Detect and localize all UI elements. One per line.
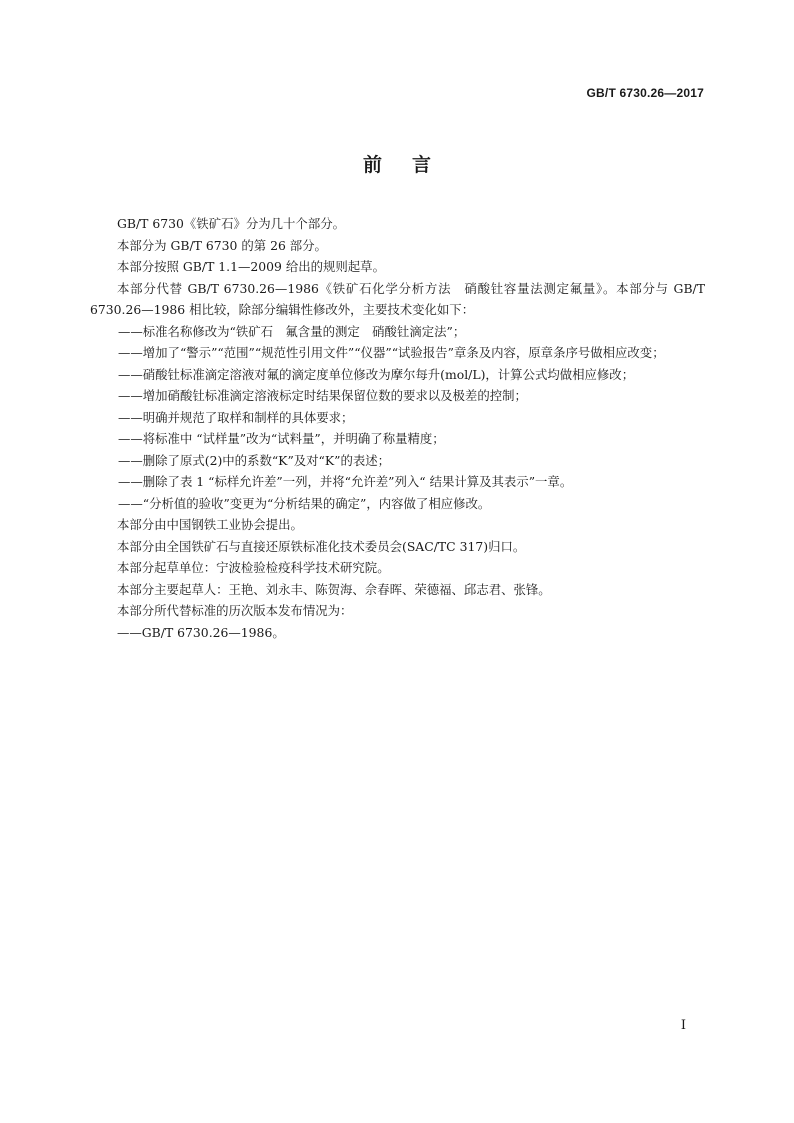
paragraph-history: 本部分所代替标准的历次版本发布情况为： <box>117 603 353 618</box>
paragraph-drafters: 本部分主要起草人：王艳、刘永丰、陈贺海、佘春晖、荣德福、邱志君、张锋。 <box>117 581 551 597</box>
page-number: I <box>680 1018 686 1033</box>
paragraph-previous-version: ——GB/T 6730.26—1986。 <box>117 624 285 640</box>
paragraph-proposer: 本部分由中国钢铁工业协会提出。 <box>117 517 303 532</box>
paragraph-replaces: 本部分代替 GB/T 6730.26—1986《铁矿石化学分析方法 硝酸钍容量法测定氟量》。本部分与 GB/T 6730.26—1986 相比较，除部分编辑性修改外，主要技术变化如下： <box>90 280 705 317</box>
change-item: ——标准名称修改为“铁矿石 氟含量的测定 硝酸钍滴定法”； <box>118 323 466 339</box>
page-title: 前言 <box>362 154 461 176</box>
change-item: ——删除了原式(2)中的系数“K”及对“K”的表述； <box>118 452 391 468</box>
change-item: ——将标准中 “试样量”改为“试料量”，并明确了称量精度； <box>118 431 445 446</box>
change-item: ——明确并规范了取样和制样的具体要求； <box>118 409 354 425</box>
change-item: ——增加硝酸钍标准滴定溶液标定时结果保留位数的要求以及极差的控制； <box>118 388 527 403</box>
standard-code: GB/T 6730.26—2017 <box>586 86 704 100</box>
change-item: ——增加了“警示”“范围”“规范性引用文件”“仪器”“试验报告”章条及内容，原章条序号做相应改变； <box>118 345 665 360</box>
change-item: ——硝酸钍标准滴定溶液对氟的滴定度单位修改为摩尔每升(mol/L)，计算公式均做相应修改； <box>118 366 635 382</box>
paragraph-drafting-rules: 本部分按照 GB/T 1.1—2009 给出的规则起草。 <box>117 259 385 274</box>
paragraph-committee: 本部分由全国铁矿石与直接还原铁标准化技术委员会(SAC/TC 317)归口。 <box>117 538 526 554</box>
change-item: ——“分析值的验收”变更为“分析结果的确定”，内容做了相应修改。 <box>118 495 491 511</box>
change-item: ——删除了表 1 “标样允许差”一列，并将“允许差”列入“ 结果计算及其表示”一章。 <box>118 474 573 489</box>
document-body <box>90 213 705 643</box>
paragraph-drafting-unit: 本部分起草单位：宁波检验检疫科学技术研究院。 <box>117 560 390 575</box>
paragraph-parts: GB/T 6730《铁矿石》分为几十个部分。 <box>117 216 345 231</box>
paragraph-part-number: 本部分为 GB/T 6730 的第 26 部分。 <box>117 237 327 253</box>
